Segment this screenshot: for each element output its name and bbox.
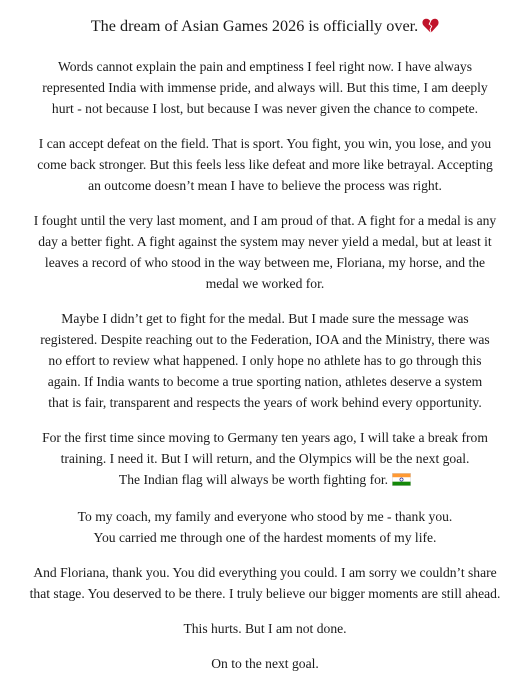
- text-line-with-flag: [18, 469, 512, 492]
- text-line: On to the next goal.: [211, 656, 319, 671]
- text-line: The Indian flag will always be worth fighting for.: [118, 472, 389, 487]
- paragraph-floriana: [18, 562, 512, 604]
- paragraph-break: [18, 427, 512, 492]
- text-line: This hurts. But I am not done.: [183, 621, 347, 636]
- paragraph-not-done: [18, 618, 512, 639]
- text-line: that is fair, transparent and respects the years of work behind every opportunity.: [48, 395, 482, 410]
- text-line: training. I need it. But I will return, and the Olympics will be the next goal.: [60, 451, 470, 466]
- text-line: Maybe I didn’t get to fight for the medal. But I made sure the message was: [61, 311, 469, 326]
- text-line: You carried me through one of the hardest moments of my life.: [93, 530, 437, 545]
- text-line: leaves a record of who stood in the way between me, Floriana, my horse, and the: [44, 255, 486, 270]
- india-flag-icon: [392, 471, 411, 492]
- paragraph-defeat: [18, 133, 512, 196]
- title-text: The dream of Asian Games 2026 is officially over.: [90, 17, 419, 35]
- text-line: come back stronger. But this feels less like defeat and more like betrayal. Accepting: [37, 157, 493, 172]
- text-line: I fought until the very last moment, and I am proud of that. A fight for a medal is any: [33, 213, 497, 228]
- text-line: an outcome doesn’t mean I have to believe the process was right.: [88, 178, 442, 193]
- text-line: no effort to review what happened. I only hope no athlete has to go through this: [48, 353, 482, 368]
- statement-title: [18, 16, 512, 38]
- text-line: To my coach, my family and everyone who stood by me - thank you.: [77, 509, 453, 524]
- text-line: medal we worked for.: [205, 276, 325, 291]
- paragraph-pain: [18, 56, 512, 119]
- paragraph-message: [18, 308, 512, 413]
- paragraph-next-goal: [18, 653, 512, 674]
- text-line: Words cannot explain the pain and emptiness I feel right now. I have always: [57, 59, 473, 74]
- paragraph-thanks: [18, 506, 512, 548]
- paragraph-fight: [18, 210, 512, 294]
- text-line: And Floriana, thank you. You did everything you could. I am sorry we couldn’t share: [33, 565, 497, 580]
- text-line: For the first time since moving to Germany ten years ago, I will take a break from: [42, 430, 488, 445]
- broken-heart-icon: [422, 18, 439, 38]
- text-line: again. If India wants to become a true sporting nation, athletes deserve a system: [47, 374, 483, 389]
- text-line: day a better fight. A fight against the system may never yield a medal, but at least it: [38, 234, 492, 249]
- text-line: hurt - not because I lost, but because I was never given the chance to compete.: [51, 101, 479, 116]
- text-line: registered. Despite reaching out to the Federation, IOA and the Ministry, there was: [40, 332, 490, 347]
- text-line: that stage. You deserved to be there. I truly believe our bigger moments are still ahead.: [29, 586, 501, 601]
- text-line: I can accept defeat on the field. That is sport. You fight, you win, you lose, and you: [38, 136, 492, 151]
- text-line: represented India with immense pride, and always will. But this time, I am deeply: [42, 80, 488, 95]
